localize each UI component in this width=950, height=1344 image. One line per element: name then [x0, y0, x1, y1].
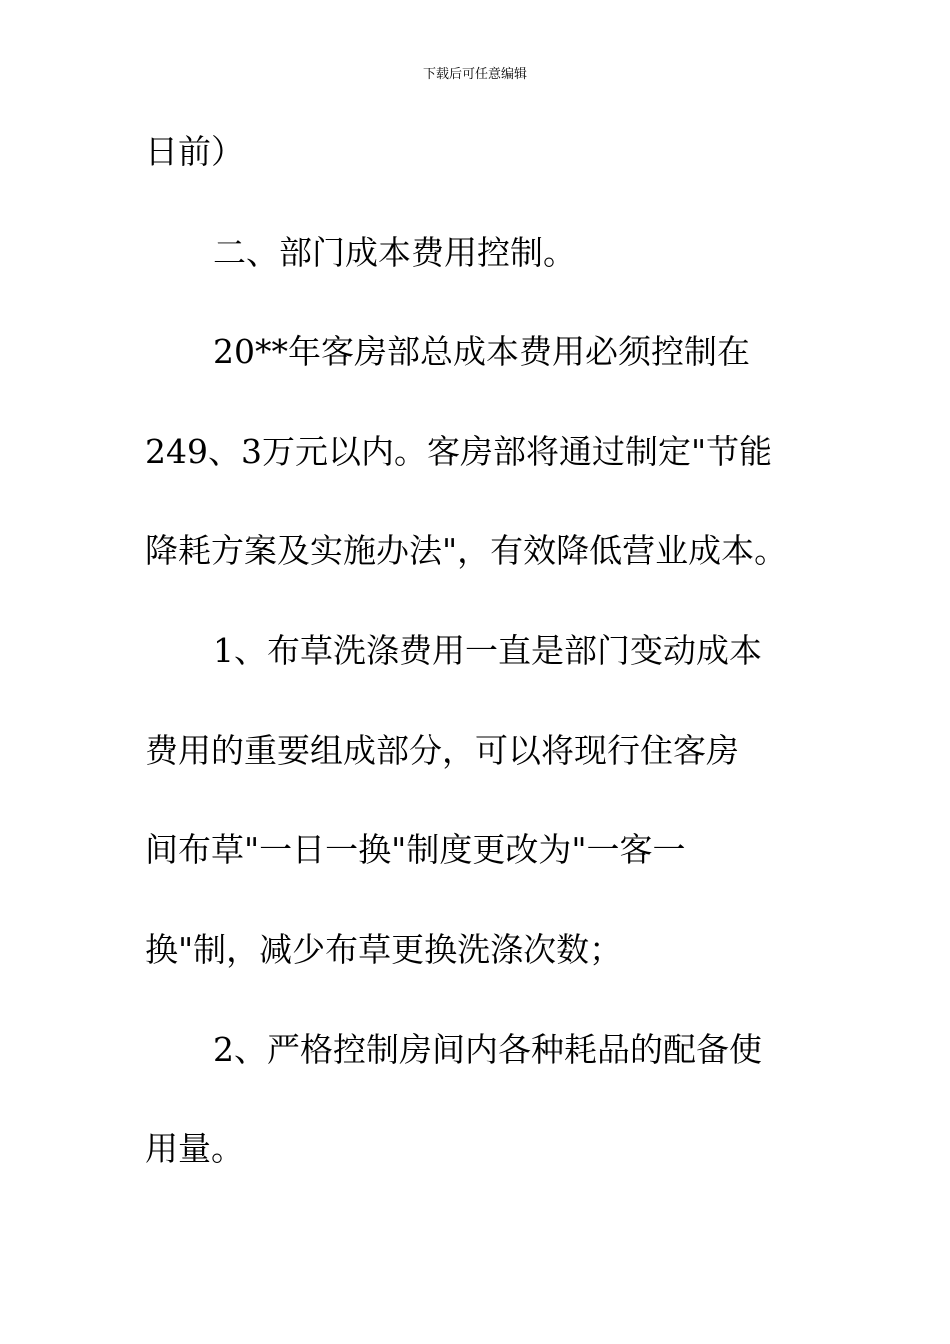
paragraph-line: 20**年客房部总成本费用必须控制在: [213, 332, 750, 371]
paragraph-line: 降耗方案及实施办法"，有效降低营业成本。: [145, 531, 788, 570]
section-heading: 二、部门成本费用控制。: [213, 233, 576, 272]
paragraph-line: 249、3万元以内。客房部将通过制定"节能: [145, 432, 773, 471]
list-item-line: 费用的重要组成部分，可以将现行住客房: [145, 731, 739, 770]
list-item-line: 2、严格控制房间内各种耗品的配备使: [213, 1030, 762, 1069]
list-item-line: 用量。: [145, 1129, 244, 1168]
page-header: 下载后可任意编辑: [422, 67, 527, 82]
list-item-line: 换"制，减少布草更换洗涤次数；: [145, 930, 623, 969]
list-item-line: 间布草"一日一换"制度更改为"一客一: [145, 830, 686, 869]
list-item-line: 1、布草洗涤费用一直是部门变动成本: [213, 631, 762, 670]
text-line: 日前）: [145, 132, 244, 171]
